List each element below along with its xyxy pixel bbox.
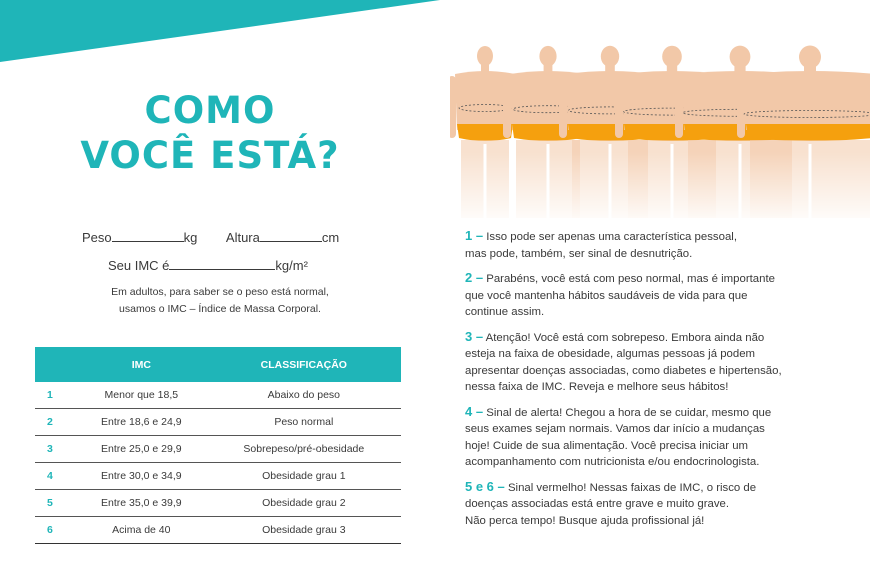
row-number: 3 <box>35 436 76 463</box>
item-text: Sinal vermelho! Nessas faixas de IMC, o risco de <box>507 481 757 494</box>
table-row <box>35 409 401 436</box>
explanation-list <box>465 228 865 537</box>
title-line-1: COMO <box>144 89 276 132</box>
item-1 <box>465 228 865 262</box>
page-title <box>40 88 380 178</box>
item-4 <box>465 404 865 471</box>
row-classification: Obesidade grau 1 <box>207 463 401 490</box>
item-text: hoje! Cuide de sua alimentação. Você precisa iniciar um <box>465 439 749 452</box>
table-row <box>35 436 401 463</box>
imc-label: Seu IMC é <box>108 258 170 273</box>
header-classificacao: CLASSIFICAÇÃO <box>207 347 401 382</box>
note-line-1: Em adultos, para saber se o peso está normal, <box>111 286 329 298</box>
row-imc: Entre 18,6 e 24,9 <box>76 409 207 436</box>
item-2 <box>465 270 865 321</box>
body-silhouettes-illustration <box>450 42 870 227</box>
table-header-row <box>35 347 401 382</box>
table-row <box>35 463 401 490</box>
row-number: 2 <box>35 409 76 436</box>
row-imc: Acima de 40 <box>76 517 207 544</box>
item-text: apresentar doenças associadas, como diabetes e hipertensão, <box>465 364 782 377</box>
row-number: 5 <box>35 490 76 517</box>
row-number: 4 <box>35 463 76 490</box>
item-text: Não perca tempo! Busque ajuda profissional já! <box>465 514 705 527</box>
peso-label: Peso <box>82 230 112 245</box>
item-number: 4 – <box>465 403 484 419</box>
item-text: Isso pode ser apenas uma característica pessoal, <box>486 231 737 243</box>
item-text: que você mantenha hábitos saudáveis de vida para que <box>465 289 748 302</box>
row-imc: Menor que 18,5 <box>76 382 207 409</box>
table-row <box>35 382 401 409</box>
row-classification: Peso normal <box>207 409 401 436</box>
altura-blank[interactable] <box>260 229 322 242</box>
imc-unit: kg/m² <box>275 258 308 273</box>
altura-unit: cm <box>321 230 340 245</box>
item-3 <box>465 329 865 396</box>
imc-blank[interactable] <box>169 257 275 270</box>
item-number: 2 – <box>465 270 484 285</box>
item-text: Atenção! Você está com sobrepeso. Embora ainda não <box>485 331 765 344</box>
item-text: doenças associadas está entre grave e muito grave. <box>465 498 730 510</box>
note-line-2: usamos o IMC – Índice de Massa Corporal. <box>119 303 321 315</box>
row-classification: Abaixo do peso <box>207 382 401 409</box>
row-imc: Entre 35,0 e 39,9 <box>76 490 207 517</box>
weight-height-line <box>82 229 339 245</box>
teal-corner-banner <box>0 0 460 80</box>
row-imc: Entre 25,0 e 29,9 <box>76 436 207 463</box>
item-text: Sinal de alerta! Chegou a hora de se cuidar, mesmo que <box>486 406 772 419</box>
imc-line <box>108 257 308 273</box>
item-text: continue assim. <box>465 306 545 318</box>
row-classification: Sobrepeso/pré-obesidade <box>207 436 401 463</box>
row-classification: Obesidade grau 3 <box>207 517 401 544</box>
item-text: mas pode, também, ser sinal de desnutrição. <box>465 247 693 260</box>
altura-label: Altura <box>225 230 260 245</box>
title-line-2: VOCÊ ESTÁ? <box>80 134 340 177</box>
item-number: 5 e 6 – <box>465 478 505 494</box>
row-number: 6 <box>35 517 76 544</box>
item-text: Parabéns, você está com peso normal, mas é importante <box>486 273 775 285</box>
table-row <box>35 517 401 544</box>
item-text: acompanhamento com nutricionista e/ou endocrinologista. <box>465 456 760 468</box>
item-text: nessa faixa de IMC. Reveja e melhore seus hábitos! <box>465 381 729 393</box>
imc-table <box>35 347 401 544</box>
item-5-6 <box>465 479 865 530</box>
imc-note <box>40 284 400 318</box>
row-number: 1 <box>35 382 76 409</box>
row-classification: Obesidade grau 2 <box>207 490 401 517</box>
row-imc: Entre 30,0 e 34,9 <box>76 463 207 490</box>
item-text: esteja na faixa de obesidade, algumas pessoas já podem <box>465 348 756 360</box>
item-text: seus exames sejam normais. Vamos dar início a mudanças <box>465 423 765 435</box>
peso-blank[interactable] <box>112 229 184 242</box>
header-num <box>35 347 76 382</box>
header-imc: IMC <box>76 347 207 382</box>
peso-unit: kg <box>183 230 198 245</box>
item-number: 3 – <box>465 328 484 344</box>
item-number: 1 – <box>465 228 484 243</box>
table-row <box>35 490 401 517</box>
